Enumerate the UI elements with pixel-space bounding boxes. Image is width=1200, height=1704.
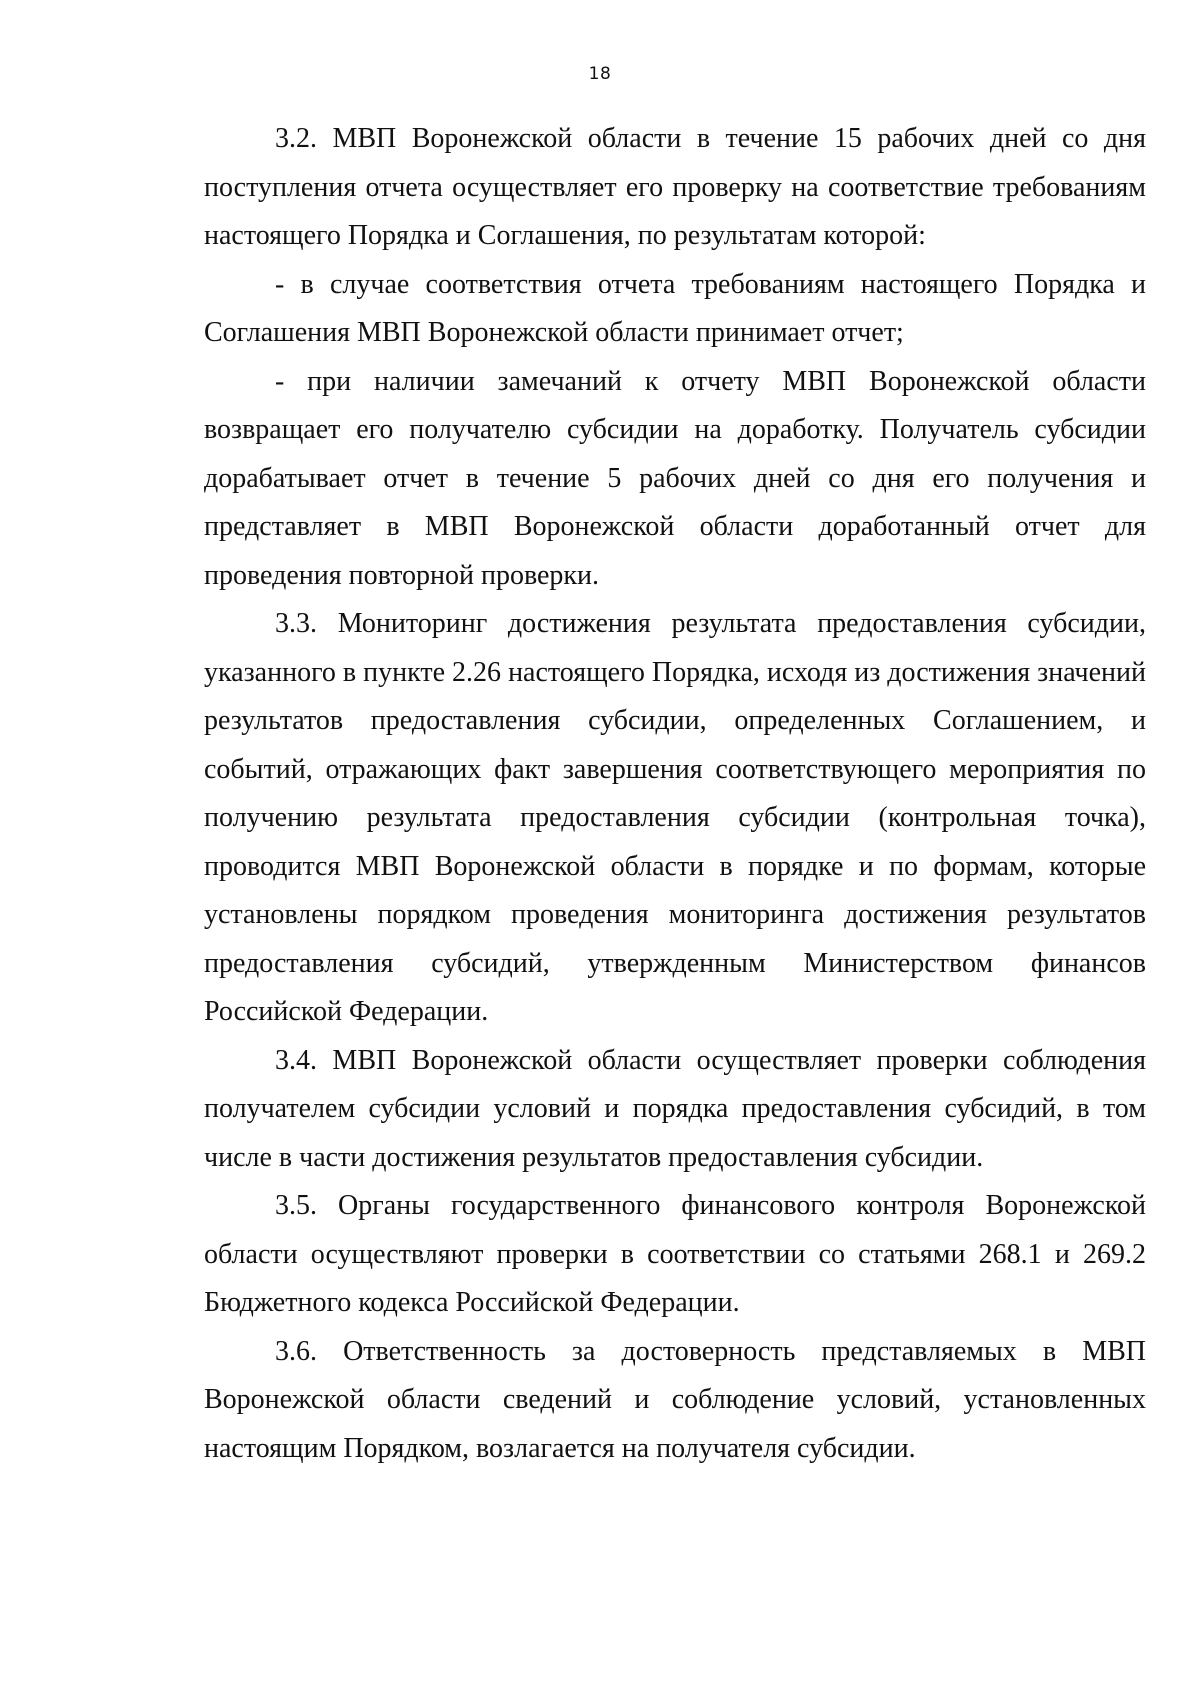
document-body xyxy=(204,115,1146,1473)
paragraph-3-4: 3.4. МВП Воронежской области осуществляет проверки соблюдения получателем субсидии условий и порядка предоставления субсидий, в том числе в части достижения результатов предоставления субсидии. xyxy=(204,1044,1146,1173)
paragraph-3-2: 3.2. МВП Воронежской области в течение 15 рабочих дней со дня поступления отчета осуществляет его проверку на соответствие требованиям настоящего Порядка и Соглашения, по результатам которой: xyxy=(204,123,1146,251)
page-number: 18 xyxy=(588,64,612,84)
paragraph-3-3: 3.3. Мониторинг достижения результата предоставления субсидии, указанного в пункте 2.26 настоящего Порядка, исходя из достижения значений результатов предоставления субсидии, определенных Соглашением, и событий, отражающих факт завершения соответствующего мероприятия по получению результата предоставления субсидии (контрольная точка), проводится МВП Воронежской области в порядке и по формам, которые установлены порядком проведения мониторинга достижения результатов предоставления субсидий, утвержденным Министерством финансов Российской Федерации. xyxy=(204,608,1146,1027)
paragraph-3-2-item-return: - при наличии замечаний к отчету МВП Воронежской области возвращает его получателю субсидии на доработку. Получатель субсидии дорабатывает отчет в течение 5 рабочих дней со дня его получения и представляет в МВП Воронежской области доработанный отчет для проведения повторной проверки. xyxy=(204,365,1146,591)
paragraph-3-6: 3.6. Ответственность за достоверность представляемых в МВП Воронежской области сведений и соблюдение условий, установленных настоящим Порядком, возлагается на получателя субсидии. xyxy=(204,1335,1146,1464)
paragraph-3-2-item-accept: - в случае соответствия отчета требованиям настоящего Порядка и Соглашения МВП Воронежской области принимает отчет; xyxy=(204,268,1146,348)
paragraph-3-5: 3.5. Органы государственного финансового контроля Воронежской области осуществляют проверки в соответствии со статьями 268.1 и 269.2 Бюджетного кодекса Российской Федерации. xyxy=(204,1190,1146,1318)
